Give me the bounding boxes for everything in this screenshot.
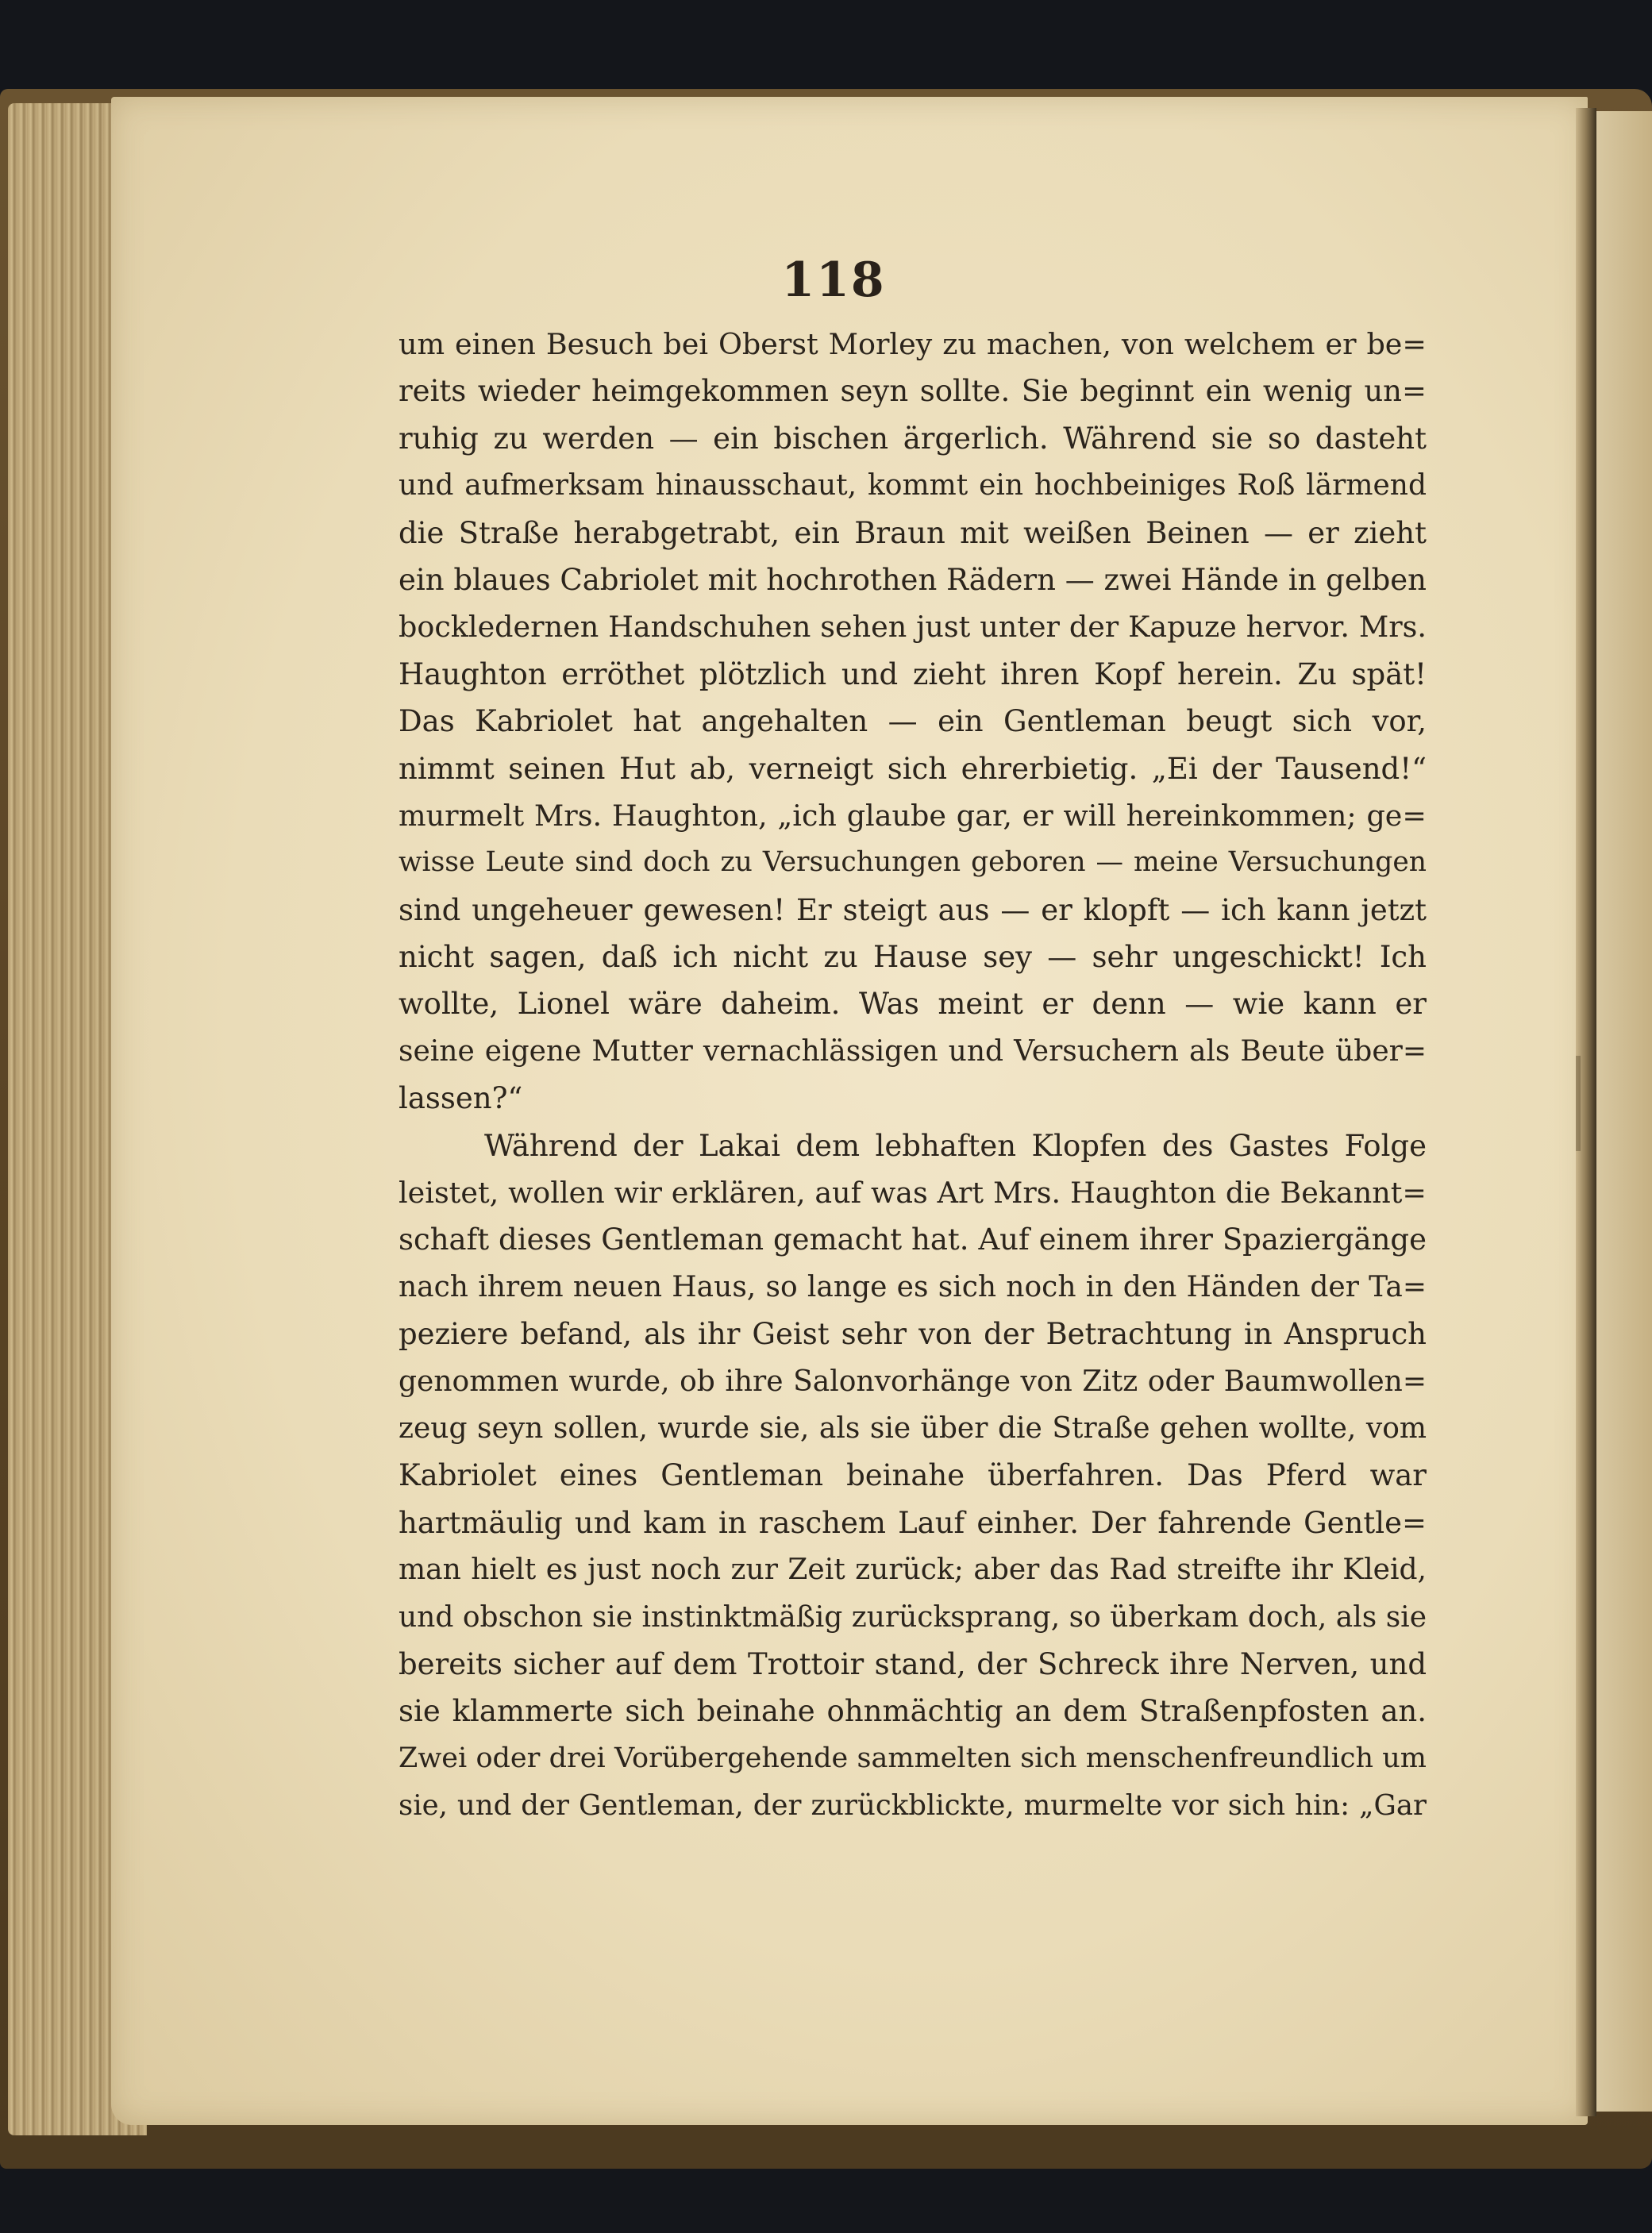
text-line: wisse Leute sind doch zu Versuchungen geboren — meine Versuchungen [399, 846, 1427, 879]
paragraph-start-line: Während der Lakai dem lebhaften Klopfen des Gastes Folge [484, 1128, 1427, 1163]
text-line: und obschon sie instinktmäßig zurücksprang, so überkam doch, als sie [399, 1600, 1427, 1634]
text-line: reits wieder heimgekommen seyn sollte. Sie beginnt ein wenig un= [399, 374, 1427, 409]
text-line: wollte, Lionel wäre daheim. Was meint er denn — wie kann er [399, 987, 1427, 1022]
text-line: nach ihrem neuen Haus, so lange es sich noch in den Händen der Ta= [399, 1270, 1427, 1303]
text-line: seine eigene Mutter vernachlässigen und Versuchern als Beute über= [399, 1034, 1427, 1068]
text-line: Das Kabriolet hat angehalten — ein Gentleman beugt sich vor, [399, 704, 1427, 739]
text-line: sie, und der Gentleman, der zurückblickte, murmelte vor sich hin: „Gar [399, 1789, 1427, 1823]
text-line: um einen Besuch bei Oberst Morley zu machen, von welchem er be= [399, 327, 1427, 361]
facing-page-edge [1596, 111, 1652, 2112]
text-line: sie klammerte sich beinahe ohnmächtig an dem Straßenpfosten an. [399, 1694, 1427, 1729]
text-line: nicht sagen, daß ich nicht zu Hause sey — sehr ungeschickt! Ich [399, 940, 1427, 975]
text-line: ruhig zu werden — ein bischen ärgerlich. Während sie so dasteht [399, 421, 1427, 456]
text-line: zeug seyn sollen, wurde sie, als sie über die Straße gehen wollte, vom [399, 1411, 1427, 1445]
text-line: Zwei oder drei Vorübergehende sammelten sich menschenfreundlich um [399, 1742, 1427, 1774]
text-line: peziere befand, als ihr Geist sehr von der Betrachtung in Anspruch [399, 1317, 1427, 1352]
text-line: schaft dieses Gentleman gemacht hat. Auf einem ihrer Spaziergänge [399, 1222, 1427, 1257]
text-line: murmelt Mrs. Haughton, „ich glaube gar, er will hereinkommen; ge= [399, 798, 1427, 833]
text-line: und aufmerksam hinausschaut, kommt ein hochbeiniges Roß lärmend [399, 469, 1427, 502]
text-line: die Straße herabgetrabt, ein Braun mit weißen Beinen — er zieht [399, 515, 1427, 550]
text-line: hartmäulig und kam in raschem Lauf einher. Der fahrende Gentle= [399, 1505, 1427, 1540]
text-line: sind ungeheuer gewesen! Er steigt aus — er klopft — ich kann jetzt [399, 892, 1427, 927]
text-line: bereits sicher auf dem Trottoir stand, der Schreck ihre Nerven, und [399, 1646, 1427, 1681]
text-line: Kabriolet eines Gentleman beinahe überfahren. Das Pferd war [399, 1458, 1427, 1493]
text-line: bockledernen Handschuhen sehen just unter der Kapuze hervor. Mrs. [399, 610, 1427, 645]
text-line: leistet, wollen wir erklären, auf was Art Mrs. Haughton die Bekannt= [399, 1176, 1427, 1211]
text-line: man hielt es just noch zur Zeit zurück; aber das Rad streifte ihr Kleid, [399, 1553, 1427, 1587]
text-line: Haughton erröthet plötzlich und zieht ihren Kopf herein. Zu spät! [399, 656, 1427, 691]
text-block [399, 321, 1427, 1877]
text-line: ein blaues Cabriolet mit hochrothen Rädern — zwei Hände in gelben [399, 562, 1427, 597]
text-line: lassen?“ [399, 1081, 523, 1116]
text-line: nimmt seinen Hut ab, verneigt sich ehrerbietig. „Ei der Tausend!“ [399, 751, 1427, 786]
text-line: genommen wurde, ob ihre Salonvorhänge von Zitz oder Baumwollen= [399, 1365, 1427, 1398]
page-number: 118 [781, 252, 886, 308]
page-crease [1576, 1056, 1581, 1151]
